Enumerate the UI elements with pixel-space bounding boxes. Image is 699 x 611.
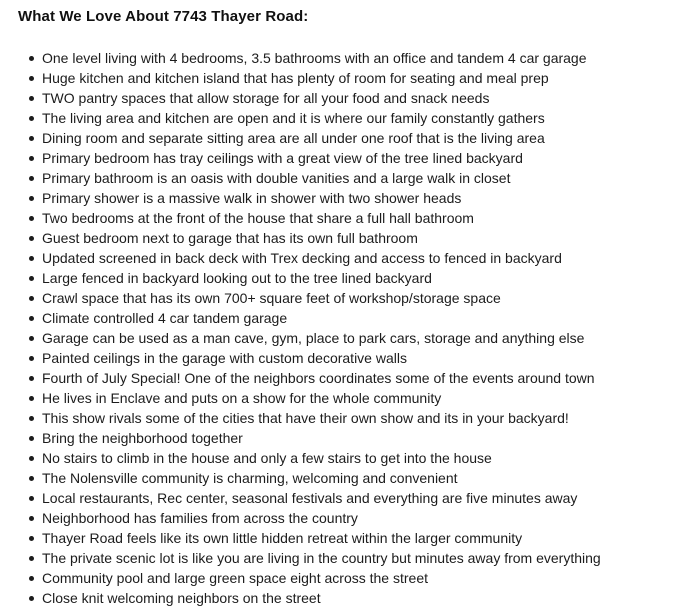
list-item-text: Fourth of July Special! One of the neighbors coordinates some of the events around town [42, 370, 595, 386]
list-item [42, 528, 689, 548]
list-item [42, 488, 689, 508]
list-item-text: Crawl space that has its own 700+ square feet of workshop/storage space [42, 290, 501, 306]
list-item [42, 428, 689, 448]
list-item [42, 368, 689, 388]
page-title: What We Love About 7743 Thayer Road: [18, 8, 309, 25]
list-item [42, 188, 689, 208]
list-item-text: Large fenced in backyard looking out to the tree lined backyard [42, 270, 432, 286]
list-item-text: Neighborhood has families from across the country [42, 510, 358, 526]
list-item-text: Primary bathroom is an oasis with double vanities and a large walk in closet [42, 170, 511, 186]
list-item-text: Guest bedroom next to garage that has its own full bathroom [42, 230, 418, 246]
list-item [42, 68, 689, 88]
list-item [42, 168, 689, 188]
list-item-text: Thayer Road feels like its own little hidden retreat within the larger community [42, 530, 523, 546]
list-item [42, 268, 689, 288]
list-item-text: Community pool and large green space eight across the street [42, 570, 428, 586]
list-item [42, 328, 689, 348]
list-item-text: TWO pantry spaces that allow storage for all your food and snack needs [42, 90, 490, 106]
list-item [42, 128, 689, 148]
list-item-text: One level living with 4 bedrooms, 3.5 bathrooms with an office and tandem 4 car garage [42, 50, 587, 66]
list-item [42, 208, 689, 228]
list-item [42, 228, 689, 248]
list-item [42, 48, 689, 68]
list-item [42, 408, 689, 428]
list-item [42, 388, 689, 408]
list-item-text: Primary bedroom has tray ceilings with a great view of the tree lined backyard [42, 150, 523, 166]
list-item-text: This show rivals some of the cities that have their own show and its in your backyard! [42, 410, 569, 426]
list-item-text: Climate controlled 4 car tandem garage [42, 310, 288, 326]
list-item [42, 348, 689, 368]
list-item [42, 248, 689, 268]
list-item [42, 468, 689, 488]
list-item [42, 108, 689, 128]
list-item [42, 88, 689, 108]
list-item-text: Garage can be used as a man cave, gym, place to park cars, storage and anything else [42, 330, 585, 346]
list-item [42, 548, 689, 568]
list-item-text: Updated screened in back deck with Trex decking and access to fenced in backyard [42, 250, 562, 266]
list-item [42, 308, 689, 328]
list-item-text: No stairs to climb in the house and only a few stairs to get into the house [42, 450, 492, 466]
list-item-text: Primary shower is a massive walk in shower with two shower heads [42, 190, 462, 206]
list-item [42, 508, 689, 528]
list-item-text: The Nolensville community is charming, welcoming and convenient [42, 470, 458, 486]
list-item [42, 568, 689, 588]
list-item-text: Close knit welcoming neighbors on the street [42, 590, 321, 606]
list-item-text: Painted ceilings in the garage with custom decorative walls [42, 350, 407, 366]
list-item-text: Dining room and separate sitting area are all under one roof that is the living area [42, 130, 545, 146]
list-item [42, 288, 689, 308]
list-item-text: The private scenic lot is like you are living in the country but minutes away from everything [42, 550, 601, 566]
list-item-text: Bring the neighborhood together [42, 430, 243, 446]
list-item [42, 148, 689, 168]
list-item-text: He lives in Enclave and puts on a show for the whole community [42, 390, 442, 406]
list-item-text: Local restaurants, Rec center, seasonal festivals and everything are five minutes away [42, 490, 578, 506]
feature-bullet-list [18, 48, 689, 608]
list-item-text: Two bedrooms at the front of the house that share a full hall bathroom [42, 210, 474, 226]
list-item-text: The living area and kitchen are open and it is where our family constantly gathers [42, 110, 545, 126]
list-item-text: Huge kitchen and kitchen island that has plenty of room for seating and meal prep [42, 70, 549, 86]
list-item [42, 588, 689, 608]
list-item [42, 448, 689, 468]
